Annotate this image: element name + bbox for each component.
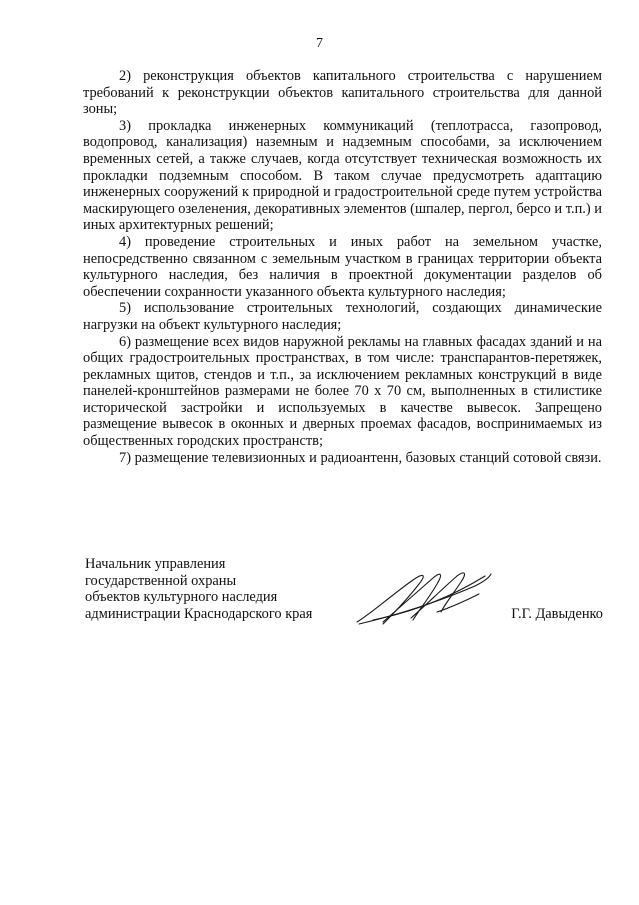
paragraph-item-6: 6) размещение всех видов наружной рекламы на главных фасадах зданий и на общих градостроительных пространствах, в том числе: транспарантов-перетяжек, рекламных щитов, стендов и т.п., за исключением рекламных конструкций в виде панелей-кронштейнов размерами не более 70 х 70 см, выполненных в стилистике исторической застройки и используемых в качестве вывесок. Запрещено размещение вывесок в оконных и дверных проемах фасадов, воспринимаемых из общественных городских пространств;	[83, 333, 602, 450]
signatory-title-line: Начальник управления	[85, 556, 226, 572]
signatory-name: Г.Г. Давыденко	[511, 606, 603, 622]
paragraph-item-3: 3) прокладка инженерных коммуникаций (теплотрасса, газопровод, водопровод, канализация) наземным и надземным способами, за исключением временных сетей, а также случаев, когда отсутствует техническая возможность их прокладки подземным способом. В таком случае предусмотреть адаптацию инженерных сооружений к природной и градостроительной среде путем устройства маскирующего озеленения, декоративных элементов (шпалер, пергол, берсо и т.п.) и иных архитектурных решений;	[83, 117, 602, 234]
signature-block	[85, 556, 605, 636]
page-number: 7	[316, 36, 323, 51]
handwritten-signature	[353, 564, 493, 628]
paragraph-item-5: 5) использование строительных технологий, создающих динамические нагрузки на объект культурного наследия;	[83, 300, 602, 333]
paragraph-item-4: 4) проведение строительных и иных работ на земельном участке, непосредственно связанном с земельным участком в границах территории объекта культурного наследия, без наличия в проектной документации разделов об обеспечении сохранности указанного объекта культурного наследия;	[83, 233, 602, 300]
paragraph-item-7: 7) размещение телевизионных и радиоантенн, базовых станций сотовой связи.	[119, 449, 602, 466]
signatory-title-line: администрации Краснодарского края	[85, 605, 313, 622]
signatory-title-line: государственной охраны	[85, 572, 237, 589]
signatory-title-line: объектов культурного наследия	[85, 589, 278, 606]
paragraph-item-2: 2) реконструкция объектов капитального строительства с нарушением требований к реконструкции объектов капитального строительства для данной зоны;	[83, 68, 602, 118]
document-body	[83, 68, 602, 466]
signatory-title	[85, 556, 345, 622]
